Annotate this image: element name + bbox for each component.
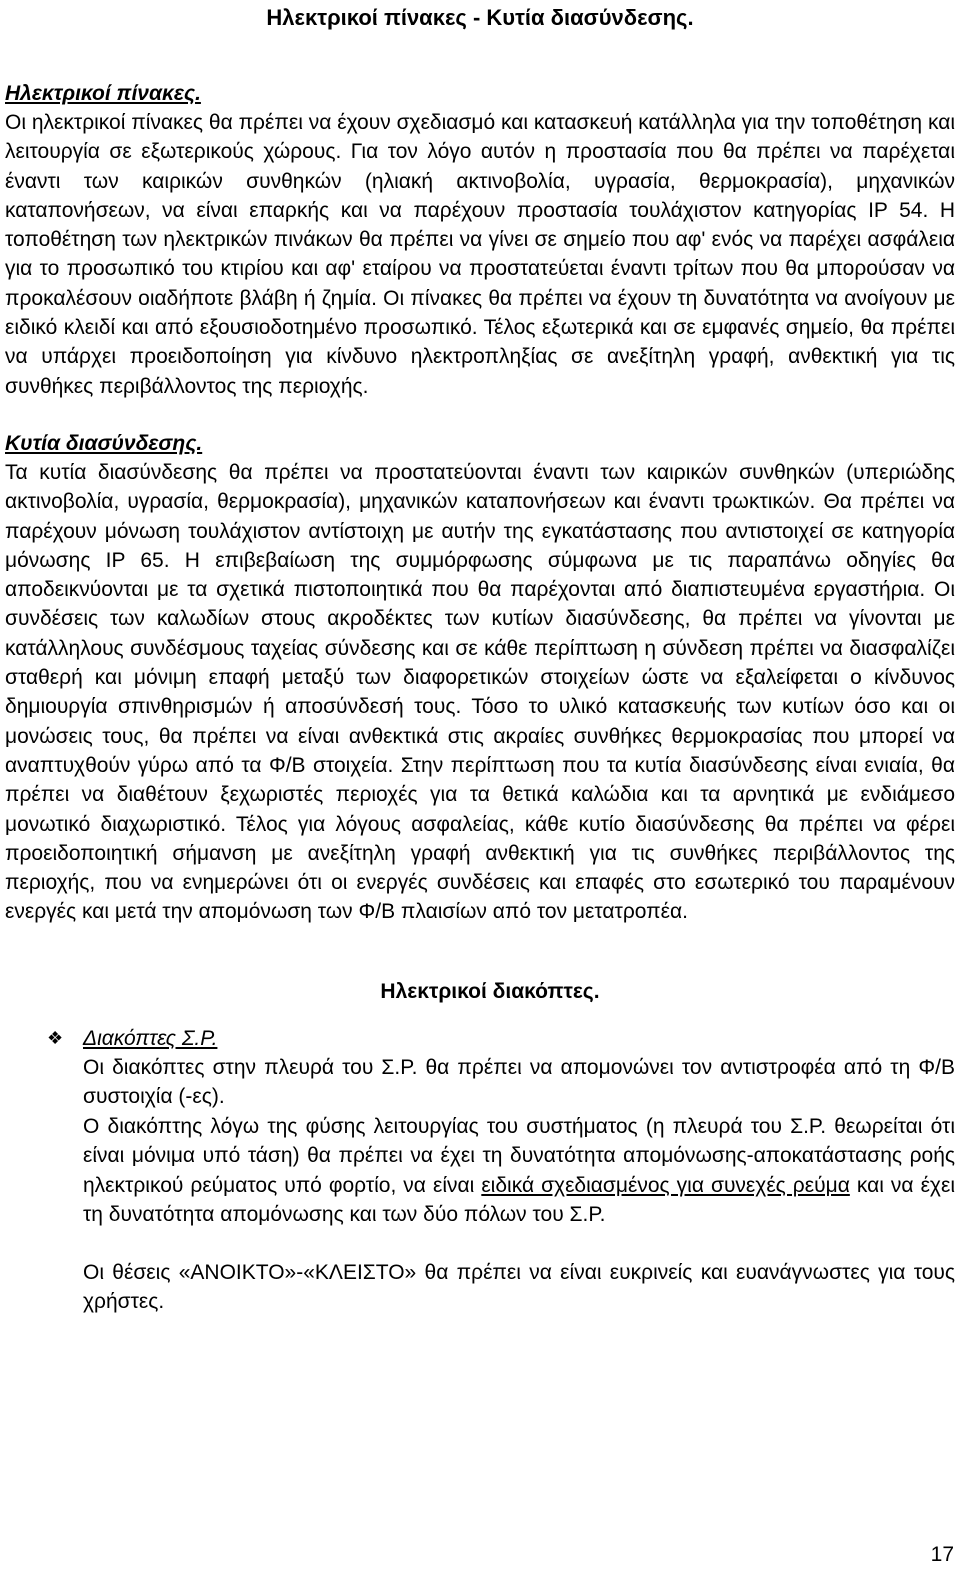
paragraph-2-text-end: και να έχει τη δυνατότητα απομόνωσης και των δύο πόλων του Σ.Ρ. — [83, 1173, 955, 1227]
dc-switches-paragraph-2 — [83, 1112, 955, 1230]
dc-switches-label: Διακόπτες Σ.Ρ. — [83, 1026, 218, 1050]
section-heading-electrical-panels: Ηλεκτρικοί πίνακες. — [5, 82, 201, 105]
section-title-electrical-switches: Ηλεκτρικοί διακόπτες. — [380, 979, 600, 1003]
document-page — [5, 0, 955, 1317]
dc-switches-paragraph-3: Οι θέσεις «ΑΝΟΙΚΤΟ»-«ΚΛΕΙΣΤΟ» θα πρέπει να είναι ευκρινείς και ευανάγνωστες για τους χρήστες. — [83, 1260, 955, 1314]
paragraph-2-underlined-text: ειδικά σχεδιασμένος για συνεχές ρεύμα — [481, 1173, 850, 1197]
page-number: 17 — [930, 1543, 954, 1566]
diamond-bullet-icon: ❖ — [47, 1027, 64, 1048]
dc-switches-content — [83, 1053, 955, 1317]
electrical-panels-paragraph: Οι ηλεκτρικοί πίνακες θα πρέπει να έχουν σχεδιασμό και κατασκευή κατάλληλα για την τοποθέτηση και λειτουργία σε εξωτερικούς χώρους. Για τον λόγο αυτόν η προστασία που θα πρέπει να παρέχεται έναντι των καιρικών συνθηκών (ηλιακή ακτινοβολία, υγρασία, θερμοκρασία), μηχανικών καταπονήσεων, να είναι επαρκής και να παρέχουν προστασία τουλάχιστον κατηγορίας IP 54. Η τοποθέτηση των ηλεκτρικών πινάκων θα πρέπει να γίνει σε σημείο που αφ' ενός να παρέχει ασφάλεια για το προσωπικό του κτιρίου και αφ' εταίρου να προστατεύεται έναντι τρίτων που θα μπορούσαν να προκαλέσουν οιαδήποτε βλάβη ή ζημία. Οι πίνακες θα πρέπει να έχουν τη δυνατότητα να ανοίγουν με ειδικό κλειδί και από εξουσιοδοτημένο προσωπικό. Τέλος εξωτερικά και σε εμφανές σημείο, θα πρέπει να υπάρχει προειδοποίηση για κίνδυνο ηλεκτροπληξίας σε ανεξίτηλη γραφή, ανθεκτική για τις συνθήκες περιβάλλοντος της περιοχής. — [5, 111, 955, 398]
junction-boxes-paragraph: Τα κυτία διασύνδεσης θα πρέπει να προστατεύονται έναντι των καιρικών συνθηκών (υπεριώδης ακτινοβολία, υγρασία, θερμοκρασία), μηχανικών καταπονήσεων και έναντι τρωκτικών. Θα πρέπει να παρέχουν μόνωση τουλάχιστον αντίστοιχη με αυτήν της εγκατάστασης που αντιστοιχεί σε κατηγορία μόνωσης IP 65. Η επιβεβαίωση της συμμόρφωσης σύμφωνα με τις παραπάνω οδηγίες θα αποδεικνύονται με τα σχετικά πιστοποιητικά που θα παρέχονται από διαπιστευμένα εργαστήρια. Οι συνδέσεις των καλωδίων στους ακροδέκτες των κυτίων διασύνδεσης, θα πρέπει να γίνονται με κατάλληλους συνδέσμους ταχείας σύνδεσης και σε κάθε περίπτωση η σύνδεση πρέπει να διασφαλίζει σταθερή και μόνιμη επαφή μεταξύ των διαφορετικών στοιχείων ώστε να εξαλείφεται ο κίνδυνος δημιουργία σπινθηρισμών ή αποσύνδεσή τους. Τόσο το υλικό κατασκευής των κυτίων όσο και οι μονώσεις τους, θα πρέπει να είναι ανθεκτικά στις ακραίες συνθήκες θερμοκρασίας που μπορεί να αναπτυχθούν γύρω από τα Φ/Β στοιχεία. Στην περίπτωση που τα κυτία διασύνδεσης είναι ενιαία, θα πρέπει να διαθέτουν ξεχωριστές περιοχές για τα θετικά καλώδια και τα αρνητικά με ενδιάμεσο μονωτικό διαχωριστικό. Τέλος για λόγους ασφαλείας, κάθε κυτίο διασύνδεσης θα πρέπει να φέρει προειδοποιητική σήμανση με ανεξίτηλη γραφή ανθεκτική για τις συνθήκες περιβάλλοντος της περιοχής, που να ενημερώνει ότι οι ενεργές συνδέσεις και επαφές στο εσωτερικό του παραμένουν ενεργές και μετά την απομόνωση των Φ/Β πλαισίων από τον μετατροπέα. — [5, 460, 955, 924]
section-heading-junction-boxes: Κυτία διασύνδεσης. — [5, 431, 203, 455]
dc-switches-bullet — [5, 1024, 955, 1053]
paragraph-2-text-start: Ο διακόπτης λόγω της φύσης λειτουργίας του συστήματος (η πλευρά του Σ.Ρ. θεωρείται ότι είναι μόνιμα υπό τάση) θα πρέπει να έχει τη δυνατότητα απομόνωσης-αποκατάστασης ροής ηλεκτρικού ρεύματος υπό φορτίο, να είναι — [83, 1114, 955, 1197]
dc-switches-paragraph-1: Οι διακόπτες στην πλευρά του Σ.Ρ. θα πρέπει να απομονώνει τον αντιστροφέα από τη Φ/Β συστοιχία (-ες). — [83, 1055, 955, 1109]
document-title: Ηλεκτρικοί πίνακες - Κυτία διασύνδεσης. — [266, 5, 694, 30]
